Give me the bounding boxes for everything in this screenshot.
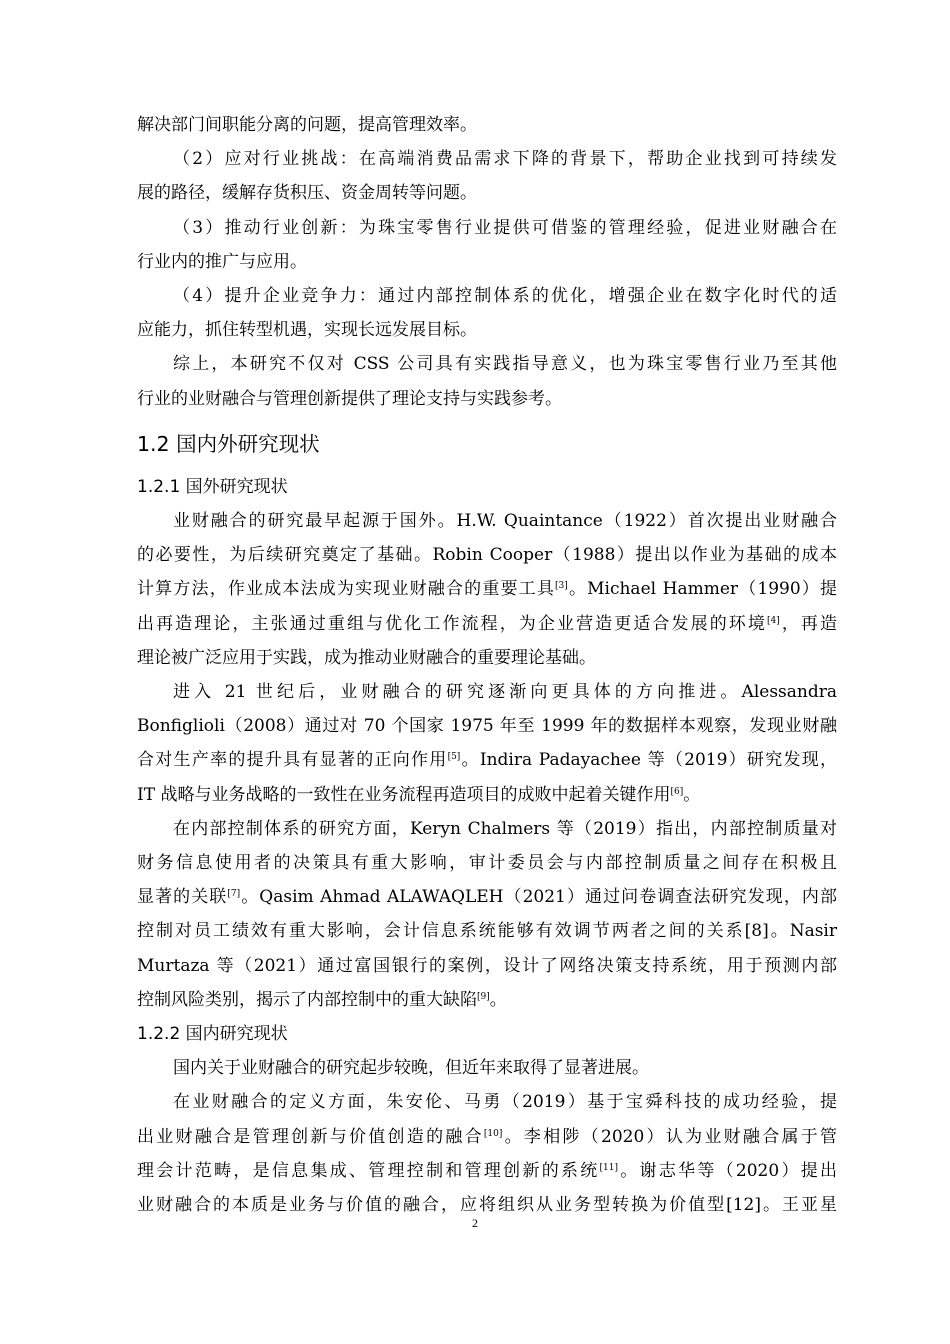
document-body <box>137 108 837 1222</box>
text-line: 在内部控制体系的研究方面，Keryn Chalmers 等（2019）指出，内部控制质量对 <box>173 818 837 839</box>
text-line: 展的路径，缓解存货积压、资金周转等问题。 <box>137 183 477 204</box>
text-line: 业财融合的本质是业务与价值的融合，应将组织从业务型转换为价值型[12]。王亚星 <box>137 1195 837 1216</box>
citation-ref: [9] <box>477 991 490 1002</box>
citation-ref: [5] <box>447 752 461 763</box>
text-line: （3）推动行业创新：为珠宝零售行业提供可借鉴的管理经验，促进业财融合在 <box>173 217 837 238</box>
text-span: 。Indira Padayachee 等（2019）研究发现， <box>460 750 837 771</box>
text-line <box>137 1120 837 1154</box>
text-line: 财务信息使用者的决策具有重大影响，审计委员会与内部控制质量之间存在积极且 <box>137 853 837 874</box>
text-span: 显著的关联 <box>137 887 228 908</box>
section-heading: 1.2 国内外研究现状 <box>137 431 320 456</box>
citation-ref: [11] <box>599 1162 619 1173</box>
text-line: （4）提升企业竞争力：通过内部控制体系的优化，增强企业在数字化时代的适 <box>173 286 837 307</box>
citation-ref: [3] <box>555 581 568 592</box>
text-span: 合对生产率的提升具有显著的正向作用 <box>137 750 448 771</box>
text-line: 理论被广泛应用于实践，成为推动业财融合的重要理论基础。 <box>137 647 596 668</box>
text-line: 综上，本研究不仅对 CSS 公司具有实践指导意义，也为珠宝零售行业乃至其他 <box>173 354 837 375</box>
text-span: 。Qasim Ahmad ALAWAQLEH（2021）通过问卷调查法研究发现，内部 <box>240 887 837 908</box>
text-line <box>137 880 837 914</box>
text-line: （2）应对行业挑战：在高端消费品需求下降的背景下，帮助企业找到可持续发 <box>173 149 837 170</box>
text-span: 计算方法，作业成本法成为实现业财融合的重要工具 <box>137 579 556 600</box>
text-span: 。Michael Hammer（1990）提 <box>567 579 837 600</box>
text-span: 。 <box>683 784 701 805</box>
citation-ref: [7] <box>227 889 241 900</box>
text-line <box>137 572 837 606</box>
text-line: Bonfiglioli（2008）通过对 70 个国家 1975 年至 1999 年的数据样本观察，发现业财融 <box>137 716 837 737</box>
page-number: 2 <box>472 1216 478 1230</box>
text-line: 的必要性，为后续研究奠定了基础。Robin Cooper（1988）提出以作业为基础的成本 <box>137 545 837 566</box>
text-line: 进入 21 世纪后，业财融合的研究逐渐向更具体的方向推进。Alessandra <box>173 682 837 703</box>
text-span: 。谢志华等（2020）提出 <box>618 1160 837 1181</box>
text-span: 出业财融合是管理创新与价值创造的融合 <box>137 1126 484 1147</box>
text-line: 行业的业财融合与管理创新提供了理论支持与实践参考。 <box>137 388 562 409</box>
text-span: 理会计范畴，是信息集成、管理控制和管理创新的系统 <box>137 1160 600 1181</box>
text-line: 应能力，抓住转型机遇，实现长远发展目标。 <box>137 320 477 341</box>
text-line: 业财融合的研究最早起源于国外。H.W. Quaintance（1922）首次提出业财融合 <box>173 511 837 532</box>
text-line: 国内关于业财融合的研究起步较晚，但近年来取得了显著进展。 <box>173 1058 649 1079</box>
text-line: 在业财融合的定义方面，朱安伦、马勇（2019）基于宝舜科技的成功经验，提 <box>173 1092 837 1113</box>
text-span: ，再造 <box>779 613 838 634</box>
text-line <box>137 983 837 1017</box>
citation-ref: [6] <box>670 786 684 797</box>
text-span: 。 <box>489 989 507 1010</box>
text-span: 控制风险类别，揭示了内部控制中的重大缺陷 <box>137 989 477 1010</box>
citation-ref: [10] <box>483 1128 503 1139</box>
text-line <box>137 1154 837 1188</box>
subsection-heading: 1.2.2 国内研究现状 <box>137 1024 288 1045</box>
text-line: 行业内的推广与应用。 <box>137 251 307 272</box>
text-line: Murtaza 等（2021）通过富国银行的案例，设计了网络决策支持系统，用于预测内部 <box>137 955 837 976</box>
text-line <box>137 607 837 641</box>
text-line: 控制对员工绩效有重大影响，会计信息系统能够有效调节两者之间的关系[8]。Nasir <box>137 921 837 942</box>
text-line <box>137 743 837 777</box>
text-span: 出再造理论，主张通过重组与优化工作流程，为企业营造更适合发展的环境 <box>137 613 767 634</box>
text-line: 解决部门间职能分离的问题，提高管理效率。 <box>137 115 477 135</box>
subsection-heading: 1.2.1 国外研究现状 <box>137 476 288 497</box>
citation-ref: [4] <box>766 615 780 626</box>
text-line <box>137 778 837 812</box>
text-span: IT 战略与业务战略的一致性在业务流程再造项目的成败中起着关键作用 <box>137 784 671 805</box>
text-span: 。李相陟（2020）认为业财融合属于管 <box>502 1126 838 1147</box>
